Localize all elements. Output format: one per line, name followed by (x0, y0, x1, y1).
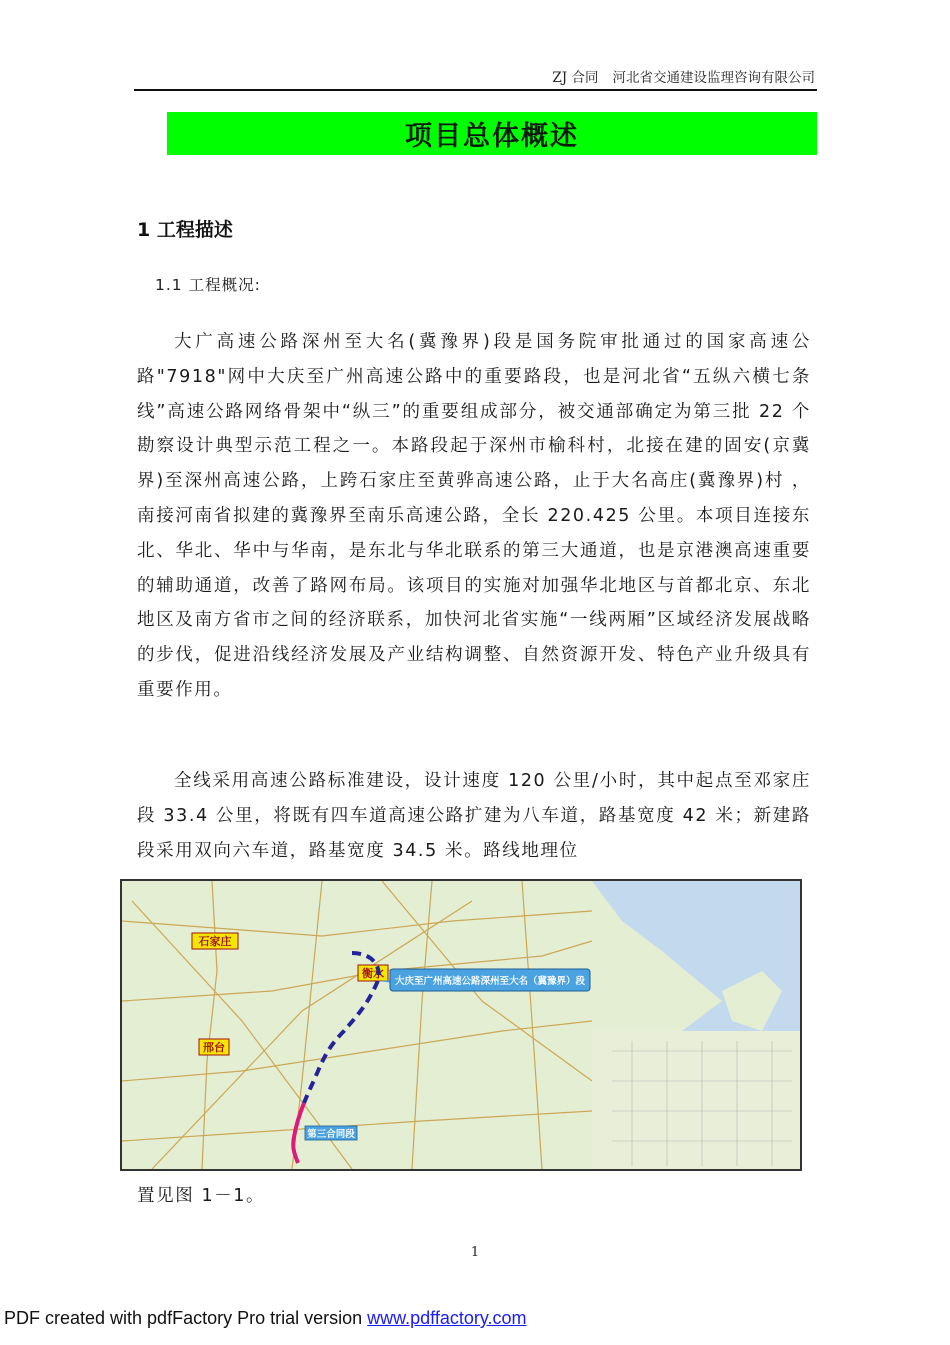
route-banner-text: 大庆至广州高速公路深州至大名（冀豫界）段 (394, 976, 586, 987)
footer-link[interactable]: www.pdffactory.com (367, 1308, 527, 1328)
figure-caption: 置见图 1－1。 (137, 1186, 266, 1206)
svg-text:衡水: 衡水 (362, 967, 384, 980)
header-code: ZJ 合同 (552, 70, 599, 86)
svg-text:石家庄: 石家庄 (198, 935, 232, 948)
page-header (552, 66, 815, 86)
section3-label: 第三合同段 (307, 1129, 355, 1140)
route-map-figure (120, 879, 802, 1171)
city-label-hengshui (358, 965, 388, 981)
section-heading: 1 工程描述 (137, 219, 233, 241)
page-number: 1 (470, 1245, 480, 1260)
body-paragraph-2: 全线采用高速公路标准建设，设计速度 120 公里/小时，其中起点至邓家庄段 33.4 公里，将既有四车道高速公路扩建为八车道，路基宽度 42 米；新建路段采用双向六车道，路基宽度 34.5 米。路线地理位 (137, 771, 811, 861)
header-rule (134, 89, 817, 91)
header-company: 河北省交通建设监理咨询有限公司 (612, 70, 815, 86)
footer-text: PDF created with pdfFactory Pro trial version (4, 1308, 368, 1328)
title-bar (167, 112, 817, 155)
svg-text:邢台: 邢台 (203, 1041, 225, 1054)
map-inset (592, 1031, 800, 1169)
subsection-heading: 1.1 工程概况: (155, 276, 261, 294)
body-paragraph-1: 大广高速公路深州至大名(冀豫界)段是国务院审批通过的国家高速公路"7918"网中大庆至广州高速公路中的重要路段，也是河北省“五纵六横七条线”高速公路网络骨架中“纵三”的重要组成部分，被交通部确定为第三批 22 个勘察设计典型示范工程之一。本路段起于深州市榆科村，北接在建的固安(京冀界)至深州高速公路，上跨石家庄至黄骅高速公路，止于大名高庄(冀豫界)村 ，南接河南省拟建的冀豫界至南乐高速公路，全长 220.425 公里。本项目连接东北、华北、华中与华南，是东北与华北联系的第三大通道，也是京港澳高速重要的辅助通道，改善了路网布局。该项目的实施对加强华北地区与首都北京、东北地区及南方省市之间的经济联系，加快河北省实施“一线两厢”区域经济发展战略的步伐，促进沿线经济发展及产业结构调整、自然资源开发、特色产业升级具有重要作用。 (137, 332, 811, 700)
pdf-footer (4, 1308, 527, 1329)
page-title: 项目总体概述 (405, 121, 579, 152)
city-label-xingtai (199, 1039, 229, 1055)
city-label-shijiazhuang (192, 933, 238, 949)
